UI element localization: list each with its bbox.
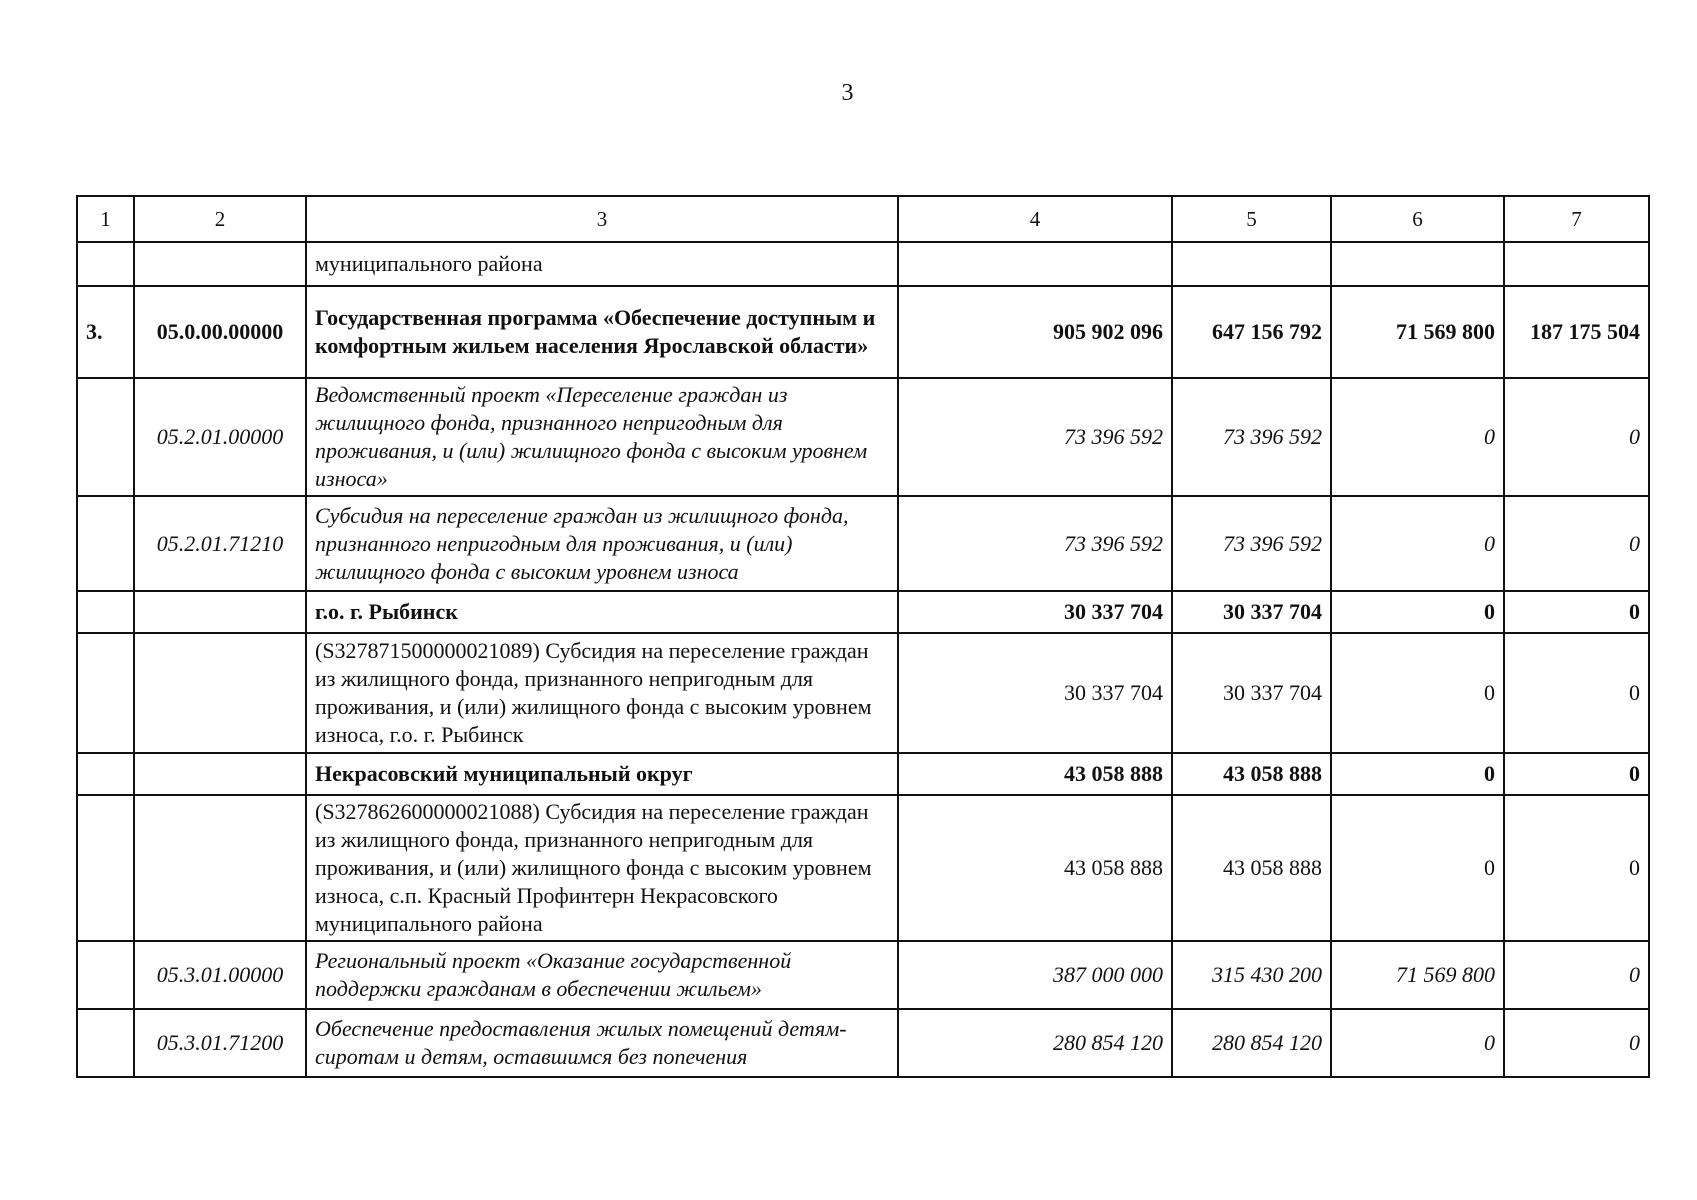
column-header: 6 [1331, 196, 1504, 242]
column-header: 2 [134, 196, 306, 242]
amount-federal-cell: 0 [1331, 496, 1504, 591]
amount-total-cell [898, 242, 1172, 286]
table-row [77, 941, 1649, 1009]
code-cell: 05.3.01.71200 [134, 1009, 306, 1077]
amount-other-cell: 0 [1504, 941, 1649, 1009]
amount-regional-cell: 73 396 592 [1172, 378, 1331, 496]
amount-federal-cell: 0 [1331, 795, 1504, 941]
amount-federal-cell: 0 [1331, 378, 1504, 496]
column-header: 7 [1504, 196, 1649, 242]
row-number-cell [77, 591, 134, 633]
description-cell: Ведомственный проект «Переселение граждан из жилищного фонда, признанного непригодным для проживания, и (или) жилищного фонда с высоким уровнем износа» [306, 378, 898, 496]
row-number-cell [77, 633, 134, 753]
row-number-cell [77, 242, 134, 286]
amount-federal-cell: 0 [1331, 1009, 1504, 1077]
table-row [77, 286, 1649, 378]
table-row [77, 378, 1649, 496]
amount-regional-cell: 315 430 200 [1172, 941, 1331, 1009]
amount-regional-cell: 280 854 120 [1172, 1009, 1331, 1077]
table-row [77, 496, 1649, 591]
amount-total-cell: 280 854 120 [898, 1009, 1172, 1077]
amount-regional-cell: 30 337 704 [1172, 633, 1331, 753]
amount-other-cell: 0 [1504, 1009, 1649, 1077]
amount-regional-cell: 30 337 704 [1172, 591, 1331, 633]
row-number-cell [77, 941, 134, 1009]
amount-total-cell: 30 337 704 [898, 633, 1172, 753]
amount-other-cell: 0 [1504, 378, 1649, 496]
budget-table [76, 195, 1650, 1078]
description-cell: Региональный проект «Оказание государственной поддержки гражданам в обеспечении жильем» [306, 941, 898, 1009]
description-cell: Обеспечение предоставления жилых помещений детям-сиротам и детям, оставшимся без попечения [306, 1009, 898, 1077]
amount-other-cell: 0 [1504, 496, 1649, 591]
amount-total-cell: 43 058 888 [898, 795, 1172, 941]
amount-federal-cell: 71 569 800 [1331, 286, 1504, 378]
amount-regional-cell: 43 058 888 [1172, 753, 1331, 795]
amount-federal-cell: 0 [1331, 591, 1504, 633]
row-number-cell [77, 753, 134, 795]
amount-regional-cell: 43 058 888 [1172, 795, 1331, 941]
description-cell: Государственная программа «Обеспечение доступным и комфортным жильем населения Ярославской области» [306, 286, 898, 378]
code-cell [134, 633, 306, 753]
code-cell [134, 753, 306, 795]
code-cell: 05.2.01.71210 [134, 496, 306, 591]
row-number-cell [77, 1009, 134, 1077]
column-header: 1 [77, 196, 134, 242]
table-row [77, 633, 1649, 753]
amount-other-cell: 0 [1504, 591, 1649, 633]
amount-total-cell: 30 337 704 [898, 591, 1172, 633]
column-header: 4 [898, 196, 1172, 242]
code-cell [134, 795, 306, 941]
table-row [77, 1009, 1649, 1077]
table-header-row [77, 196, 1649, 242]
row-number-cell [77, 795, 134, 941]
table-row [77, 753, 1649, 795]
code-cell: 05.0.00.00000 [134, 286, 306, 378]
description-cell: Субсидия на переселение граждан из жилищного фонда, признанного непригодным для проживания, и (или) жилищного фонда с высоким уровнем износа [306, 496, 898, 591]
row-number-cell [77, 378, 134, 496]
amount-federal-cell: 0 [1331, 753, 1504, 795]
amount-other-cell: 0 [1504, 753, 1649, 795]
code-cell: 05.3.01.00000 [134, 941, 306, 1009]
amount-total-cell: 905 902 096 [898, 286, 1172, 378]
column-header: 3 [306, 196, 898, 242]
page-number: 3 [841, 80, 854, 106]
amount-other-cell [1504, 242, 1649, 286]
amount-regional-cell [1172, 242, 1331, 286]
amount-total-cell: 73 396 592 [898, 378, 1172, 496]
code-cell [134, 591, 306, 633]
row-number-cell: 3. [77, 286, 134, 378]
amount-total-cell: 73 396 592 [898, 496, 1172, 591]
description-cell: муниципального района [306, 242, 898, 286]
amount-regional-cell: 647 156 792 [1172, 286, 1331, 378]
code-cell [134, 242, 306, 286]
column-header: 5 [1172, 196, 1331, 242]
amount-federal-cell: 71 569 800 [1331, 941, 1504, 1009]
amount-total-cell: 387 000 000 [898, 941, 1172, 1009]
table-row [77, 795, 1649, 941]
amount-other-cell: 0 [1504, 633, 1649, 753]
amount-total-cell: 43 058 888 [898, 753, 1172, 795]
amount-regional-cell: 73 396 592 [1172, 496, 1331, 591]
description-cell: (S327862600000021088) Субсидия на переселение граждан из жилищного фонда, признанного непригодным для проживания, и (или) жилищного фонда с высоким уровнем износа, с.п. Красный Профинтерн Некрасовского муниципального района [306, 795, 898, 941]
row-number-cell [77, 496, 134, 591]
description-cell: Некрасовский муниципальный округ [306, 753, 898, 795]
description-cell: г.о. г. Рыбинск [306, 591, 898, 633]
amount-federal-cell [1331, 242, 1504, 286]
amount-other-cell: 0 [1504, 795, 1649, 941]
description-cell: (S327871500000021089) Субсидия на переселение граждан из жилищного фонда, признанного непригодным для проживания, и (или) жилищного фонда с высоким уровнем износа, г.о. г. Рыбинск [306, 633, 898, 753]
amount-federal-cell: 0 [1331, 633, 1504, 753]
code-cell: 05.2.01.00000 [134, 378, 306, 496]
amount-other-cell: 187 175 504 [1504, 286, 1649, 378]
table-row [77, 591, 1649, 633]
table-row [77, 242, 1649, 286]
